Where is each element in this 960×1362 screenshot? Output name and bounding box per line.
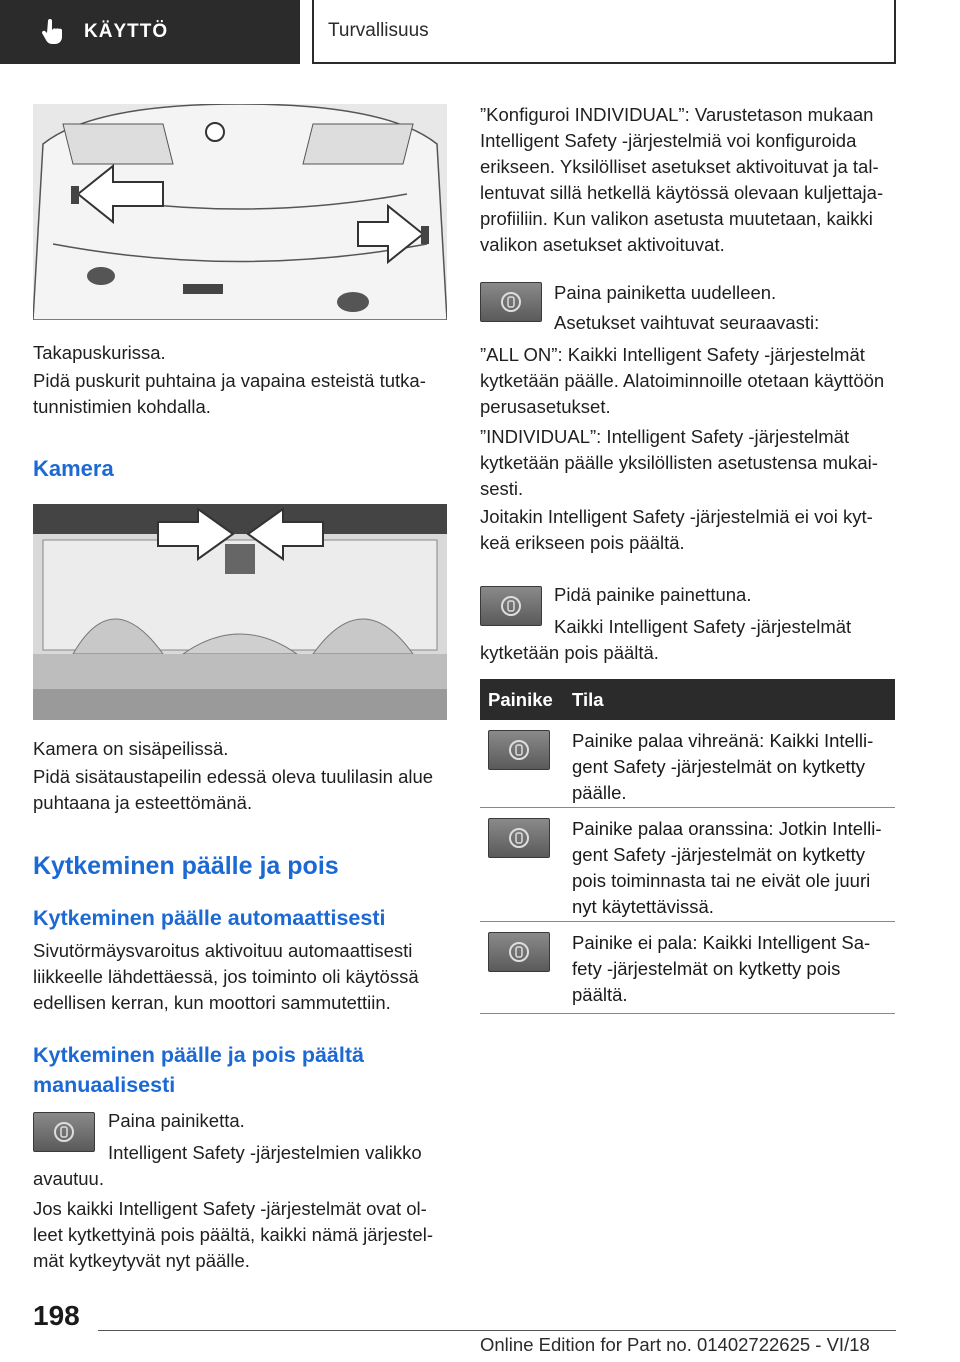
caption-camera: Kamera on sisäpeilissä. xyxy=(33,738,229,759)
btn-result-3: Kaikki Intelligent Safety -järjestelmät kytketään pois päältä. xyxy=(480,616,852,663)
text-all-off: Jos kaikki Intelligent Safety -järjestelmät ovat ol-leet kytkettyinä pois päältä, kaikki nämä järjestel-mät kytkeytyvät nyt päälle. xyxy=(33,1198,433,1271)
text-individual: ”INDIVIDUAL”: Intelligent Safety -järjestelmät kytketään päälle yksilöllisten asetustensa mukai-sesti. xyxy=(480,426,878,499)
col-header-button: Painike xyxy=(488,688,553,710)
table-header xyxy=(480,679,895,720)
button-off-image xyxy=(488,932,550,972)
section-label: KÄYTTÖ xyxy=(84,21,169,42)
safety-shield-icon xyxy=(508,941,530,963)
safety-shield-icon xyxy=(508,827,530,849)
footer-divider xyxy=(98,1330,896,1331)
heading-manual: Kytkeminen päälle ja pois päältä manuaalisesti xyxy=(33,1043,364,1097)
rear-bumper-illustration xyxy=(33,104,447,320)
btn-result-2: Asetukset vaihtuvat seuraavasti: xyxy=(554,312,820,333)
button-state-table xyxy=(480,679,895,1014)
table-row xyxy=(480,922,895,1014)
camera-illustration xyxy=(33,504,447,720)
intelligent-safety-button-image xyxy=(480,282,542,322)
caption-rear: Takapuskurissa. xyxy=(33,342,166,363)
page-number: 198 xyxy=(33,1300,80,1331)
button-orange-image xyxy=(488,818,550,858)
heading-camera: Kamera xyxy=(33,456,114,481)
table-row xyxy=(480,720,895,808)
btn-press-2: Paina painiketta uudelleen. xyxy=(554,282,777,303)
safety-shield-icon xyxy=(500,291,522,313)
heading-auto: Kytkeminen päälle automaattisesti xyxy=(33,906,386,930)
text-all-on: ”ALL ON”: Kaikki Intelligent Safety -järjestelmät kytketään päälle. Alatoiminnoille otetaan käyttöön perusasetukset. xyxy=(480,344,885,417)
text-camera: Pidä sisätaustapeilin edessä oleva tuulilasin alue puhtaana ja esteettömänä. xyxy=(33,766,434,813)
text-rear: Pidä puskurit puhtaina ja vapaina esteistä tutka-tunnistimien kohdalla. xyxy=(33,370,426,417)
state-text: Painike palaa vihreänä: Kaikki Intelli-gent Safety -järjestelmät on kytketty päälle. xyxy=(572,730,874,803)
text-some: Joitakin Intelligent Safety -järjestelmiä ei voi kyt-keä erikseen pois päältä. xyxy=(480,506,873,553)
table-row xyxy=(480,808,895,922)
btn-press-1: Paina painiketta. xyxy=(108,1110,245,1131)
btn-result-1: Intelligent Safety -järjestelmien valikko avautuu. xyxy=(33,1142,422,1189)
topic-header: Turvallisuus xyxy=(312,0,896,64)
col-header-state: Tila xyxy=(572,688,604,710)
safety-shield-icon xyxy=(508,739,530,761)
hand-pointer-icon xyxy=(40,19,64,45)
text-configure: ”Konfiguroi INDIVIDUAL”: Varustetason mukaan Intelligent Safety -järjestelmiä voi konfiguroida erikseen. Yksilölliset asetukset aktivoituvat ja tal-lentuvat sillä hetkellä käytössä olevaan kuljettaja-profiiliin. Kun valikon asetusta muutetaan, kaikki valikon asetukset aktivoituvat. xyxy=(480,104,884,255)
btn-press-3: Pidä painike painettuna. xyxy=(554,584,752,605)
text-auto: Sivutörmäysvaroitus aktivoituu automaattisesti liikkeelle lähdettäessä, jos toiminto oli käytössä edellisen kerran, kun moottori sammutettiin. xyxy=(33,940,419,1013)
edition-text: Online Edition for Part no. 01402722625 - VI/18 xyxy=(480,1334,870,1355)
state-text: Painike ei pala: Kaikki Intelligent Sa-fety -järjestelmät on kytketty pois päältä. xyxy=(572,932,871,1005)
heading-on-off: Kytkeminen päälle ja pois xyxy=(33,852,339,880)
button-green-image xyxy=(488,730,550,770)
section-tab xyxy=(0,0,300,64)
state-text: Painike palaa oranssina: Jotkin Intelli-gent Safety -järjestelmät on kytketty pois toiminnasta tai ne eivät ole juuri nyt käytettävissä. xyxy=(572,818,882,917)
